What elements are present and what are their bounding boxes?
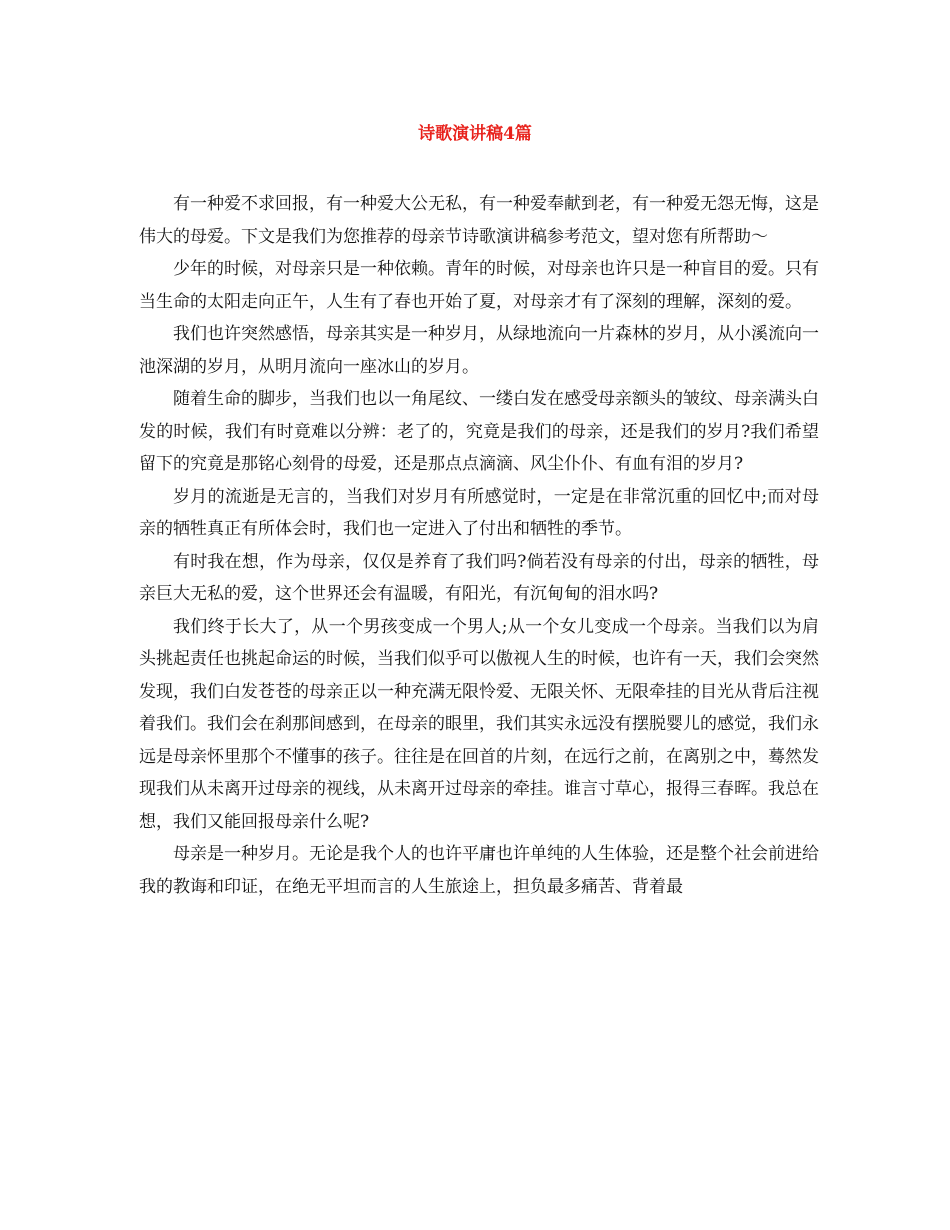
paragraph-1: 有一种爱不求回报，有一种爱大公无私，有一种爱奉献到老，有一种爱无怨无悔，这是伟大的母爱。下文是我们为您推荐的母亲节诗歌演讲稿参考范文，望对您有所帮助～ [139,194,819,247]
document-title: 诗歌演讲稿4篇 [418,124,532,144]
document-body [139,188,819,903]
paragraph-7: 我们终于长大了，从一个男孩变成一个男人;从一个女儿变成一个母亲。当我们以为肩头挑起责任也挑起命运的时候，当我们似乎可以傲视人生的时候，也许有一天，我们会突然发现，我们白发苍苍的母亲正以一种充满无限怜爱、无限关怀、无限牵挂的目光从背后注视着我们。我们会在刹那间感到，在母亲的眼里，我们其实永远没有摆脱婴儿的感觉，我们永远是母亲怀里那个不懂事的孩子。往往是在回首的片刻，在远行之前，在离别之中，蓦然发现我们从未离开过母亲的视线，从未离开过母亲的牵挂。谁言寸草心，报得三春晖。我总在想，我们又能回报母亲什么呢? [139,616,819,832]
paragraph-3: 我们也许突然感悟，母亲其实是一种岁月，从绿地流向一片森林的岁月，从小溪流向一池深湖的岁月，从明月流向一座冰山的岁月。 [139,324,819,377]
paragraph-6: 有时我在想，作为母亲，仅仅是养育了我们吗?倘若没有母亲的付出，母亲的牺牲，母亲巨大无私的爱，这个世界还会有温暖，有阳光，有沉甸甸的泪水吗? [139,551,819,604]
paragraph-8: 母亲是一种岁月。无论是我个人的也许平庸也许单纯的人生体验，还是整个社会前进给我的教诲和印证，在绝无平坦而言的人生旅途上，担负最多痛苦、背着最 [139,844,819,897]
paragraph-2: 少年的时候，对母亲只是一种依赖。青年的时候，对母亲也许只是一种盲目的爱。只有当生命的太阳走向正午，人生有了春也开始了夏，对母亲才有了深刻的理解，深刻的爱。 [139,259,819,312]
paragraph-4: 随着生命的脚步，当我们也以一角尾纹、一缕白发在感受母亲额头的皱纹、母亲满头白发的时候，我们有时竟难以分辨：老了的，究竟是我们的母亲，还是我们的岁月?我们希望留下的究竟是那铭心刻骨的母爱，还是那点点滴滴、风尘仆仆、有血有泪的岁月? [139,389,819,474]
paragraph-5: 岁月的流逝是无言的，当我们对岁月有所感觉时，一定是在非常沉重的回忆中;而对母亲的牺牲真正有所体会时，我们也一定进入了付出和牺牲的季节。 [139,486,819,539]
